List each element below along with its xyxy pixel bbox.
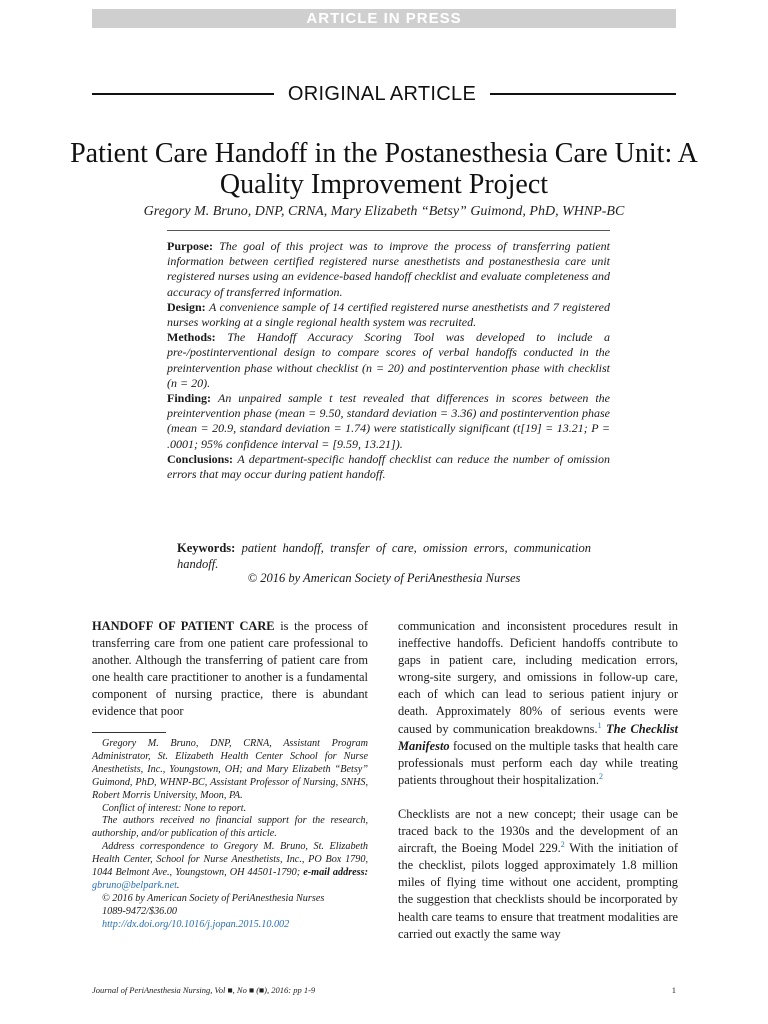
abstract-text: The Handoff Accuracy Scoring Tool was developed to include a pre-/postinterventional design to compare scores of verbal handoffs conducted in the preintervention phase without checklist (n = 20) and postintervention phase with checklist (n = 20). bbox=[167, 330, 611, 390]
abstract-design bbox=[167, 300, 610, 330]
paragraph-text: With the initiation of the checklist, pilots logged approximately 1.8 million miles of flying time without one accident, prompting the suggestion that checklists should be incorporated by health care teams to ensure that treatment modalities are carried out exactly the same way bbox=[398, 841, 678, 941]
keywords-text: patient handoff, transfer of care, omission errors, communication handoff. bbox=[177, 541, 591, 571]
email-link[interactable]: gbruno@belpark.net bbox=[92, 879, 177, 891]
abstract-label: Finding: bbox=[167, 391, 212, 406]
page-number: 1 bbox=[671, 985, 676, 995]
article-in-press-banner: ARTICLE IN PRESS bbox=[92, 9, 676, 28]
abstract-label: Conclusions: bbox=[167, 451, 234, 466]
paragraph-text: communication and inconsistent procedures result in ineffective handoffs. Deficient handoffs contribute to gaps in patient care, including medication errors, wrong-site surgery, and omissions in follow-up care, each of which can lead to serious patient injury or death. Approximately 80% of serious events were caused by communication breakdowns. bbox=[398, 619, 678, 736]
abstract-text: The goal of this project was to improve the process of transferring patient information between certified registered nurse anesthetists and postanesthesia care unit registered nurses using an evidence-based handoff checklist and evaluate completeness and accuracy of transferred information. bbox=[167, 239, 610, 299]
left-rule bbox=[92, 93, 274, 95]
doi-link[interactable]: http://dx.doi.org/10.1016/j.jopan.2015.10.002 bbox=[102, 918, 290, 930]
correspondence-text: Address correspondence to Gregory M. Bruno, St. Elizabeth Health Center, School for Nurse Anesthetists, Inc., PO Box 1790, 1044 Belmont Ave., Youngstown, OH 44501-1790; bbox=[92, 841, 368, 879]
abstract-text: A department-specific handoff checklist can reduce the number of omission errors that may occur during patient handoff. bbox=[167, 451, 611, 482]
reference-link[interactable]: 2 bbox=[560, 840, 565, 850]
section-lead: HANDOFF OF PATIENT CARE bbox=[92, 619, 275, 633]
footnote-divider bbox=[92, 732, 166, 733]
abstract-text: A convenience sample of 14 certified registered nurse anesthetists and 7 registered nurses working at a single regional health system was recruited. bbox=[167, 299, 610, 330]
abstract bbox=[167, 230, 610, 482]
right-rule bbox=[490, 93, 676, 95]
abstract-purpose bbox=[167, 239, 610, 300]
reference-link[interactable]: 1 bbox=[597, 720, 602, 730]
notes-copyright: © 2016 by American Society of PeriAnesthesia Nurses bbox=[102, 892, 325, 904]
abstract-finding bbox=[167, 391, 610, 452]
keywords-label: Keywords: bbox=[177, 541, 236, 555]
funding-note: The authors received no financial support for the research, authorship, and/or publication of this article. bbox=[92, 815, 368, 840]
abstract-copyright: © 2016 by American Society of PeriAnesthesia Nurses bbox=[247, 571, 521, 585]
author-notes bbox=[92, 738, 368, 932]
abstract-label: Purpose: bbox=[167, 239, 213, 253]
conflict-note: Conflict of interest: None to report. bbox=[102, 802, 247, 814]
abstract-text: An unpaired sample t test revealed that differences in scores between the preintervention phase (mean = 9.50, standard deviation = 3.36) and postintervention phase (mean = 20.9, standard deviation = 1.74) were statistically significant (t[19] = 13.21; P = .0001; 95% confidence interval = [9.59, 13.21]). bbox=[167, 391, 611, 451]
author-line: Gregory M. Bruno, DNP, CRNA, Mary Elizabeth “Betsy” Guimond, PhD, WHNP-BC bbox=[143, 204, 625, 219]
affiliation-note: Gregory M. Bruno, DNP, CRNA, Assistant Program Administrator, St. Elizabeth Health Center School for Nurse Anesthetists, Inc., Youngstown, OH; and Mary Elizabeth “Betsy” Guimond, PhD, WHNP-BC, Assistant Professor of Nursing, SNHS, Robert Morris University, Moon, PA. bbox=[92, 738, 368, 801]
abstract-label: Design: bbox=[167, 299, 206, 314]
body-right-paragraph-1 bbox=[398, 618, 678, 789]
article-title: Patient Care Handoff in the Postanesthesia Care Unit: A Quality Improvement Project bbox=[70, 138, 698, 200]
issn-note: 1089-9472/$36.00 bbox=[102, 905, 177, 917]
article-type-label: ORIGINAL ARTICLE bbox=[287, 83, 477, 105]
reference-link[interactable]: 2 bbox=[598, 771, 603, 781]
correspondence-note: Address correspondence to Gregory M. Bruno, St. Elizabeth Health Center, School for Nurse Anesthetists, Inc., PO Box 1790, 1044 Belmont Ave., Youngstown, OH 44501-1790; e-mail address: gbruno@belpark.net. bbox=[92, 841, 369, 891]
body-right-paragraph-2 bbox=[398, 806, 678, 943]
abstract-conclusions bbox=[167, 452, 610, 482]
paragraph-text: Checklists are not a new concept; their usage can be traced back to the 1930s and the development of an aircraft, the Boeing Model 229. bbox=[398, 807, 678, 856]
body-left-column bbox=[92, 618, 368, 721]
intro-paragraph bbox=[92, 618, 368, 721]
keywords bbox=[177, 541, 591, 572]
paragraph bbox=[398, 618, 678, 789]
paragraph bbox=[398, 806, 678, 943]
book-title: The Checklist Manifesto bbox=[398, 721, 678, 753]
abstract-methods bbox=[167, 330, 610, 391]
article-type-header bbox=[92, 80, 676, 108]
journal-citation: Journal of PeriAnesthesia Nursing, Vol ■, No ■ (■), 2016: pp 1-9 bbox=[92, 985, 316, 995]
abstract-label: Methods: bbox=[167, 330, 216, 345]
email-label: e-mail address: bbox=[303, 867, 369, 879]
paragraph-text: is the process of transferring care from one patient care professional to another. Although the transferring of patient care from one health care practitioner to another is a fundamental component of nursing practice, there is abundant evidence that poor bbox=[92, 619, 368, 719]
paragraph-text: focused on the multiple tasks that health care professionals must perform each day while treating patients throughout their hospitalization. bbox=[398, 738, 678, 787]
